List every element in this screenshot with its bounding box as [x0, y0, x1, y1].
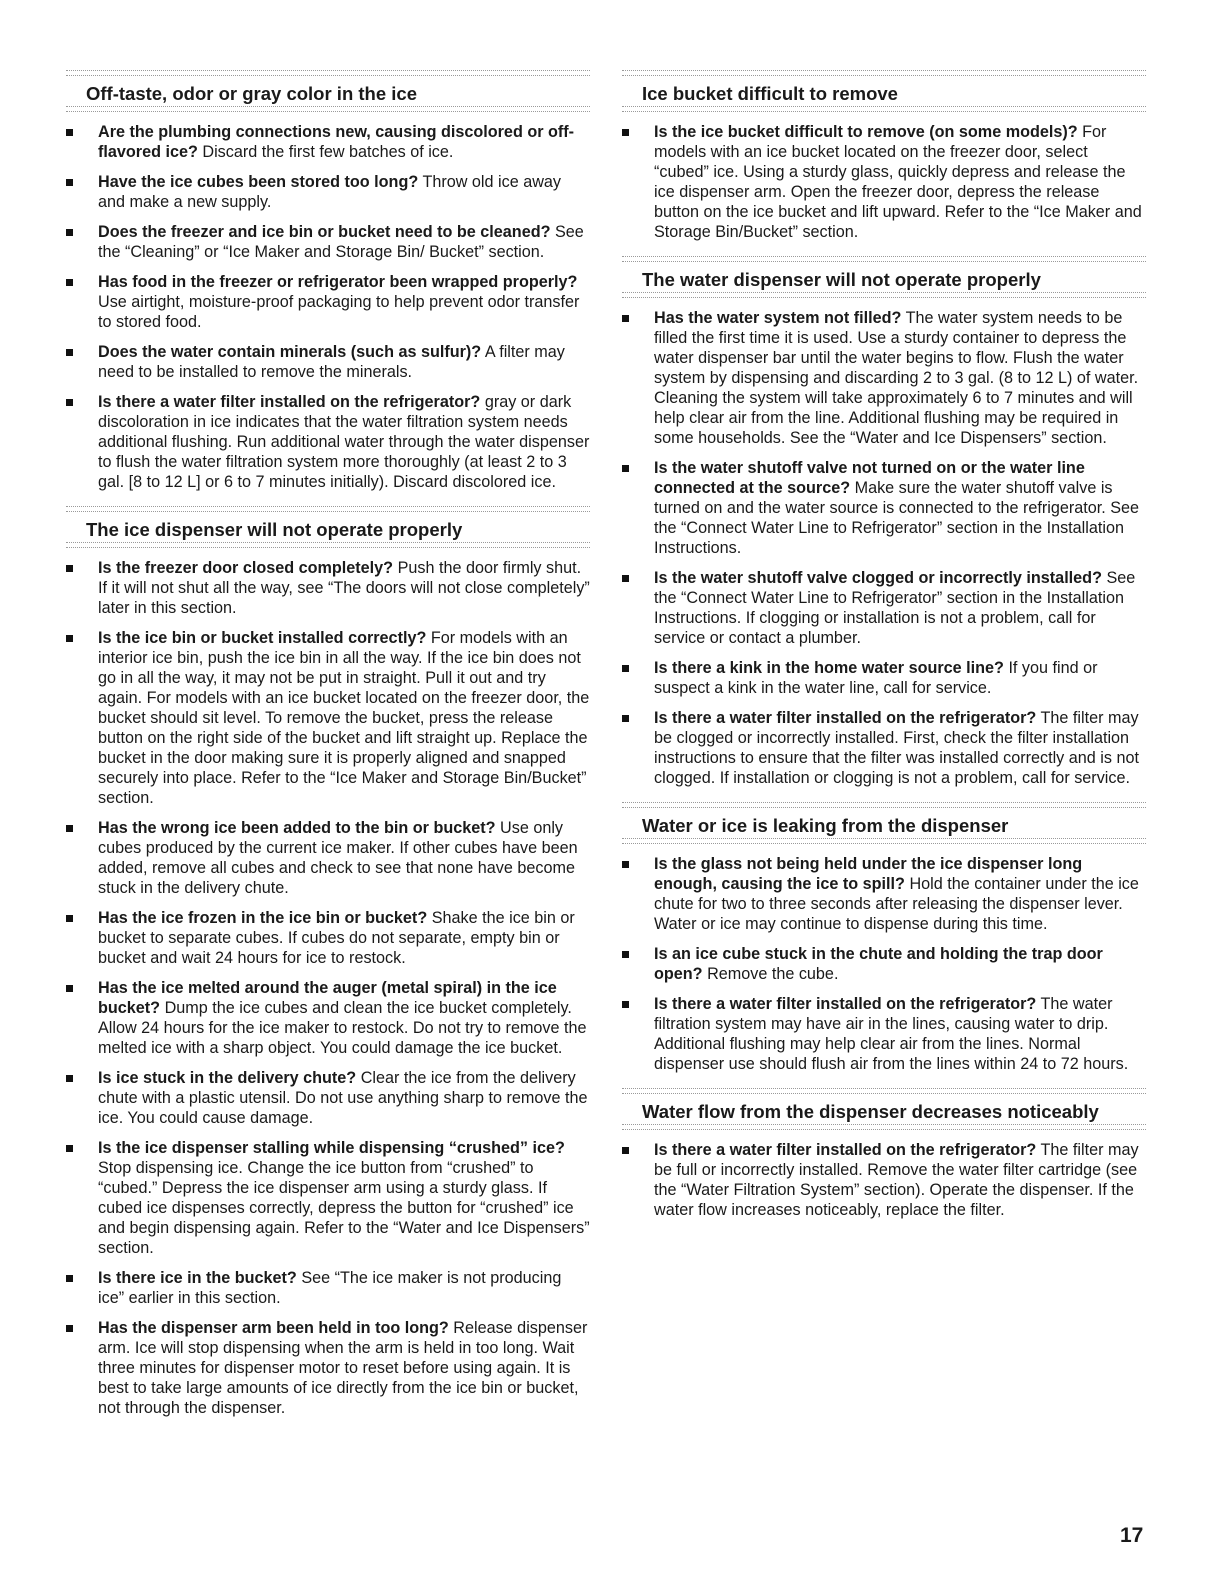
list-item — [66, 628, 590, 808]
list-item — [66, 908, 590, 968]
question-text: Is there a water filter installed on the refrigerator? — [654, 709, 1037, 727]
section-ice-bucket-difficult-to-remove — [622, 70, 1146, 242]
answer-text: The water filtration system may have air in the lines, causing water to drip. Additional flushing may help clear air from the lines. Normal dispenser use should flush air from the lines within 24 to 72 hours. — [654, 995, 1129, 1073]
list-item — [66, 978, 590, 1058]
answer-text: See “The ice maker is not producing ice” earlier in this section. — [98, 1269, 562, 1307]
square-bullet-icon — [66, 825, 73, 832]
answer-text: Push the door firmly shut. If it will not shut all the way, see “The doors will not close completely” later in this section. — [98, 559, 590, 617]
troubleshooting-list — [622, 308, 1146, 788]
answer-text: Remove the cube. — [707, 965, 839, 983]
answer-text: Stop dispensing ice. Change the ice button from “crushed” to “cubed.” Depress the ice dispenser arm using a sturdy glass. If cubed ice dispenses correctly, depress the button for “crushed” ice and begin dispensing again. Refer to the “Water and Ice Dispensers” section. — [98, 1159, 590, 1257]
square-bullet-icon — [66, 985, 73, 992]
square-bullet-icon — [66, 179, 73, 186]
square-bullet-icon — [622, 129, 629, 136]
list-item — [66, 222, 590, 262]
question-text: Is the ice dispenser stalling while dispensing “crushed” ice? — [98, 1139, 565, 1157]
square-bullet-icon — [66, 1275, 73, 1282]
answer-text: Throw old ice away and make a new supply. — [98, 173, 561, 211]
section-water-flow-from-the-dispenser-decreases- — [622, 1088, 1146, 1220]
answer-text: Use airtight, moisture-proof packaging to help prevent odor transfer to stored food. — [98, 293, 580, 331]
square-bullet-icon — [622, 465, 629, 472]
question-text: Has the wrong ice been added to the bin or bucket? — [98, 819, 496, 837]
answer-text: Discard the first few batches of ice. — [202, 143, 454, 161]
section-divider — [66, 542, 590, 548]
answer-text: See the “Cleaning” or “Ice Maker and Storage Bin/ Bucket” section. — [98, 223, 584, 261]
list-item — [622, 122, 1146, 242]
square-bullet-icon — [622, 575, 629, 582]
square-bullet-icon — [66, 129, 73, 136]
answer-text: The water system needs to be filled the first time it is used. Use a sturdy container to depress the water dispenser bar until the water begins to flow. Flush the water system by dispensing and discarding 2 to 3 gal. (8 to 12 L) of water. Cleaning the system will take approximately 6 to 7 minutes and will help clear air from the line. Additional flushing may be required in some households. See the “Water and Ice Dispensers” section. — [654, 309, 1139, 447]
list-item — [66, 342, 590, 382]
section-divider — [622, 838, 1146, 844]
answer-text: Shake the ice bin or bucket to separate cubes. If cubes do not separate, empty bin or bucket and wait 24 hours for ice to restock. — [98, 909, 575, 967]
list-item — [66, 1318, 590, 1418]
question-text: Is the freezer door closed completely? — [98, 559, 394, 577]
question-text: Is the water shutoff valve not turned on or the water line connected at the source? — [654, 459, 1085, 497]
question-text: Has the water system not filled? — [654, 309, 902, 327]
answer-text: gray or dark discoloration in ice indicates that the water filtration system needs additional flushing. Run additional water through the water dispenser to flush the water filtration system more thoroughly (at least 2 to 3 gal. [8 to 12 L] or 6 to 7 minutes initially). Discard discolored ice. — [98, 393, 590, 491]
answer-text: See the “Connect Water Line to Refrigerator” section in the Installation Instructions. If clogging or installation is not a problem, call for service or contact a plumber. — [654, 569, 1136, 647]
answer-text: The filter may be full or incorrectly installed. Remove the water filter cartridge (see the “Water Filtration System” section). Operate the dispenser. If the water flow increases noticeably, replace the filter. — [654, 1141, 1139, 1219]
section-title: Water or ice is leaking from the dispenser — [642, 815, 1009, 836]
question-text: Is there ice in the bucket? — [98, 1269, 297, 1287]
section-title: Water flow from the dispenser decreases noticeably — [642, 1101, 1099, 1122]
question-text: Is there a kink in the home water source line? — [654, 659, 1004, 677]
square-bullet-icon — [622, 861, 629, 868]
question-text: Has the ice melted around the auger (metal spiral) in the ice bucket? — [98, 979, 557, 1017]
question-text: Is the glass not being held under the ice dispenser long enough, causing the ice to spill? — [654, 855, 1083, 893]
right-column — [622, 70, 1146, 1234]
section-title: The water dispenser will not operate properly — [642, 269, 1041, 290]
square-bullet-icon — [66, 1145, 73, 1152]
question-text: Is the ice bucket difficult to remove (on some models)? — [654, 123, 1078, 141]
square-bullet-icon — [66, 229, 73, 236]
question-text: Has the dispenser arm been held in too long? — [98, 1319, 449, 1337]
section-divider — [622, 292, 1146, 298]
question-text: Is there a water filter installed on the refrigerator? — [654, 995, 1037, 1013]
answer-text: For models with an ice bucket located on the freezer door, select “cubed” ice. Using a sturdy glass, quickly depress and release the ice dispenser arm. Open the freezer door, depress the release button on the ice bucket and lift upward. Refer to the “Ice Maker and Storage Bin/Bucket” section. — [654, 123, 1142, 241]
section-off-taste-odor-or-gray-color-in-the-ice — [66, 70, 590, 492]
list-item — [66, 122, 590, 162]
list-item — [622, 944, 1146, 984]
square-bullet-icon — [66, 279, 73, 286]
section-divider — [622, 1124, 1146, 1130]
answer-text: Dump the ice cubes and clean the ice bucket completely. Allow 24 hours for the ice maker to restock. Do not try to remove the melted ice with a sharp object. You could damage the ice bucket. — [98, 999, 587, 1057]
question-text: Has food in the freezer or refrigerator been wrapped properly? — [98, 273, 578, 291]
section-the-water-dispenser-will-not-operate-pro — [622, 256, 1146, 788]
list-item — [66, 272, 590, 332]
section-title: Ice bucket difficult to remove — [642, 83, 898, 104]
question-text: Is there a water filter installed on the refrigerator? — [654, 1141, 1037, 1159]
list-item — [66, 1068, 590, 1128]
square-bullet-icon — [622, 951, 629, 958]
square-bullet-icon — [66, 349, 73, 356]
section-water-or-ice-is-leaking-from-the-dispens — [622, 802, 1146, 1074]
list-item — [66, 818, 590, 898]
list-item — [622, 1140, 1146, 1220]
list-item — [66, 1268, 590, 1308]
troubleshooting-list — [622, 854, 1146, 1074]
list-item — [66, 558, 590, 618]
square-bullet-icon — [66, 1325, 73, 1332]
question-text: Is the water shutoff valve clogged or incorrectly installed? — [654, 569, 1102, 587]
square-bullet-icon — [622, 1001, 629, 1008]
list-item — [622, 308, 1146, 448]
troubleshooting-list — [622, 122, 1146, 242]
answer-text: A filter may need to be installed to remove the minerals. — [98, 343, 565, 381]
square-bullet-icon — [622, 665, 629, 672]
answer-text: Release dispenser arm. Ice will stop dispensing when the arm is held in too long. Wait three minutes for dispenser motor to reset before using again. It is best to take large amounts of ice directly from the ice bin or bucket, not through the dispenser. — [98, 1319, 588, 1417]
troubleshooting-list — [66, 558, 590, 1418]
square-bullet-icon — [622, 315, 629, 322]
list-item — [622, 854, 1146, 934]
answer-text: Clear the ice from the delivery chute with a plastic utensil. Do not use anything sharp to remove the ice. You could cause damage. — [98, 1069, 588, 1127]
list-item — [66, 392, 590, 492]
answer-text: For models with an interior ice bin, push the ice bin in all the way. If the ice bin does not go in all the way, it may not be put in straight. Pull it out and try again. For models with an ice bucket located on the freezer door, the bucket should sit level. To remove the bucket, press the release button on the right side of the bucket and lift straight up. Replace the bucket in the door making sure it is properly aligned and snapped securely into place. Refer to the “Ice Maker and Storage Bin/Bucket” section. — [98, 629, 590, 807]
left-column — [66, 70, 590, 1432]
section-divider — [622, 106, 1146, 112]
list-item — [622, 708, 1146, 788]
answer-text: The filter may be clogged or incorrectly installed. First, check the filter installation instructions to ensure that the filter was installed correctly and is not clogged. If installation or clogging is not a problem, call for service. — [654, 709, 1139, 787]
list-item — [622, 568, 1146, 648]
question-text: Has the ice frozen in the ice bin or bucket? — [98, 909, 428, 927]
section-the-ice-dispenser-will-not-operate-prope — [66, 506, 590, 1418]
list-item — [622, 658, 1146, 698]
answer-text: Hold the container under the ice chute for two to three seconds after releasing the dispenser lever. Water or ice may continue to dispense during this time. — [654, 875, 1139, 933]
square-bullet-icon — [66, 635, 73, 642]
square-bullet-icon — [622, 715, 629, 722]
section-divider — [66, 106, 590, 112]
square-bullet-icon — [622, 1147, 629, 1154]
list-item — [66, 1138, 590, 1258]
question-text: Does the freezer and ice bin or bucket need to be cleaned? — [98, 223, 551, 241]
square-bullet-icon — [66, 565, 73, 572]
square-bullet-icon — [66, 915, 73, 922]
list-item — [622, 994, 1146, 1074]
question-text: Does the water contain minerals (such as sulfur)? — [98, 343, 482, 361]
square-bullet-icon — [66, 1075, 73, 1082]
page-number: 17 — [1120, 1524, 1144, 1547]
question-text: Is ice stuck in the delivery chute? — [98, 1069, 357, 1087]
troubleshooting-list — [66, 122, 590, 492]
answer-text: If you find or suspect a kink in the water line, call for service. — [654, 659, 1098, 697]
troubleshooting-list — [622, 1140, 1146, 1220]
list-item — [622, 458, 1146, 558]
answer-text: Make sure the water shutoff valve is turned on and the water source is connected to the refrigerator. See the “Connect Water Line to Refrigerator” section in the Installation Instructions. — [654, 479, 1140, 557]
square-bullet-icon — [66, 399, 73, 406]
question-text: Is the ice bin or bucket installed correctly? — [98, 629, 427, 647]
question-text: Have the ice cubes been stored too long? — [98, 173, 419, 191]
list-item — [66, 172, 590, 212]
section-title: The ice dispenser will not operate properly — [86, 519, 463, 540]
question-text: Are the plumbing connections new, causing discolored or off-flavored ice? — [98, 123, 575, 161]
question-text: Is an ice cube stuck in the chute and holding the trap door open? — [654, 945, 1103, 983]
section-title: Off-taste, odor or gray color in the ice — [86, 83, 417, 104]
question-text: Is there a water filter installed on the refrigerator? — [98, 393, 481, 411]
answer-text: Use only cubes produced by the current ice maker. If other cubes have been added, remove all cubes and check to see that none have become stuck in the delivery chute. — [98, 819, 578, 897]
